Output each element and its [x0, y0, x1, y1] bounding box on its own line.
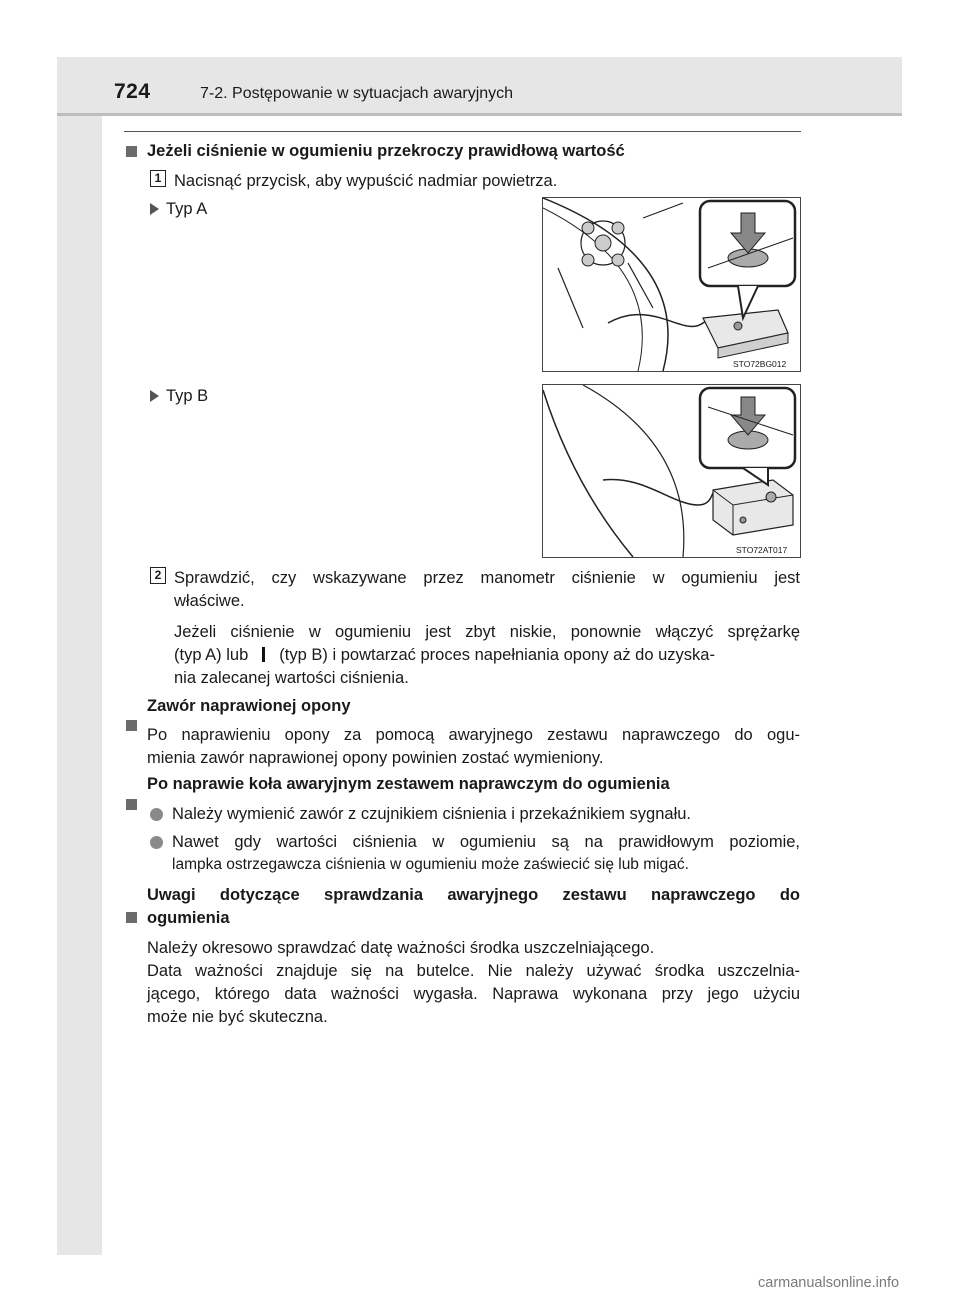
bullet-dot-icon [150, 836, 163, 849]
section-marker-icon [126, 799, 137, 810]
section3-bullet1: Należy wymienić zawór z czujnikiem ciśnienia i przekaźnikiem sygnału. [172, 805, 692, 823]
note-line1: Jeżeli ciśnienie w ogumieniu jest zbyt niskie, ponownie włączyć sprężarkę [174, 623, 800, 641]
note-line3: nia zalecanej wartości ciśnienia. [174, 669, 409, 687]
figure-type-b-illustration [543, 385, 800, 557]
figure-b-code: STO72AT017 [736, 545, 788, 555]
header-rule [57, 113, 902, 116]
step1-text: Nacisnąć przycisk, aby wypuścić nadmiar powietrza. [174, 172, 558, 190]
bullet-dot-icon [150, 808, 163, 821]
triangle-arrow-icon [150, 203, 159, 215]
step1-number-badge: 1 [150, 170, 166, 187]
watermark-text: carmanualsonline.info [758, 1275, 900, 1291]
section-marker-icon [126, 146, 137, 157]
type-b-label: Typ B [166, 387, 209, 405]
figure-type-a [542, 197, 801, 372]
note-line2 [174, 644, 800, 666]
section4-line2: Data ważności znajduje się na butelce. Nie należy używać środka uszczelnia- [147, 962, 800, 980]
note-line2-part2: (typ B) i powtarzać proces napełniania opony aż do uzyska- [279, 646, 715, 664]
chapter-title: 7-2. Postępowanie w sytuacjach awaryjnych [200, 85, 514, 102]
section-divider [124, 131, 801, 132]
figure-type-b [542, 384, 801, 558]
section4-heading-line1: Uwagi dotyczące sprawdzania awaryjnego zestawu naprawczego do [147, 886, 800, 904]
section2-line1: Po naprawieniu opony za pomocą awaryjnego zestawu naprawczego do ogu- [147, 726, 800, 744]
section4-line3: jącego, którego data ważności wygasła. Naprawa wykonana przy jego użyciu [147, 985, 800, 1003]
triangle-arrow-icon [150, 390, 159, 402]
page-number: 724 [114, 80, 151, 103]
section3-bullet2-line1: Nawet gdy wartości ciśnienia w ogumieniu są na prawidłowym poziomie, [172, 833, 800, 851]
pause-symbol-icon [262, 647, 265, 662]
step2-line2: właściwe. [174, 592, 245, 610]
section2-heading: Zawór naprawionej opony [147, 697, 351, 715]
section-marker-icon [126, 720, 137, 731]
note-line2-part1: (typ A) lub [174, 646, 249, 664]
figure-type-a-illustration [543, 198, 800, 371]
page-sidebar-band [57, 57, 102, 1255]
section-marker-icon [126, 912, 137, 923]
type-a-label: Typ A [166, 200, 208, 218]
figure-a-code: STO72BG012 [733, 359, 787, 369]
section4-heading-line2: ogumienia [147, 909, 230, 927]
step2-line1: Sprawdzić, czy wskazywane przez manometr ciśnienie w ogumieniu jest [174, 569, 800, 587]
section4-line4: może nie być skuteczna. [147, 1008, 328, 1026]
section2-line2: mienia zawór naprawionej opony powinien zostać wymieniony. [147, 749, 604, 767]
section3-bullet2-line2: lampka ostrzegawcza ciśnienia w ogumieniu może zaświecić się lub migać. [172, 856, 689, 873]
section4-line1: Należy okresowo sprawdzać datę ważności środka uszczelniającego. [147, 939, 655, 957]
step2-number-badge: 2 [150, 567, 166, 584]
section3-heading: Po naprawie koła awaryjnym zestawem naprawczym do ogumienia [147, 775, 670, 793]
section1-heading: Jeżeli ciśnienie w ogumieniu przekroczy prawidłową wartość [147, 142, 625, 160]
